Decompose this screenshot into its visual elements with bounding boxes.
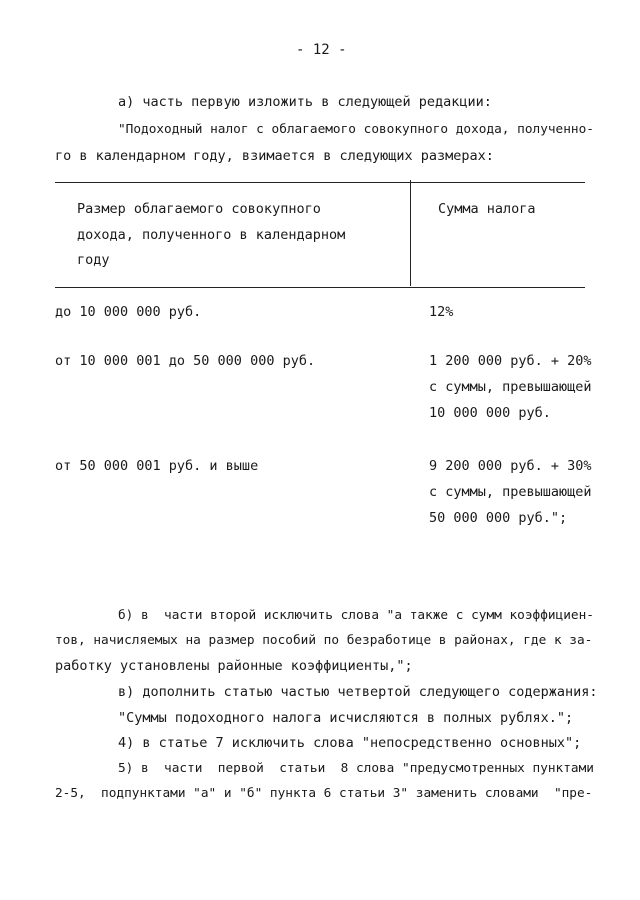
paragraph-b-line-3: работку установлены районные коэффициенты,"; — [55, 658, 413, 674]
intro-line-1: а) часть первую изложить в следующей редакции: — [118, 94, 492, 110]
header-col1-line-3: году — [77, 252, 110, 268]
paragraph-b-line-1: б) в части второй исключить слова "а также с сумм коэффициен- — [118, 608, 594, 623]
row-tax-line-3: 10 000 000 руб. — [429, 405, 551, 421]
header-col1-line-2: дохода, полученного в календарном — [77, 227, 346, 243]
table-column-separator — [410, 180, 411, 286]
header-col2: Сумма налога — [438, 201, 536, 217]
paragraph-5-line-1: 5) в части первой статьи 8 слова "предусмотренных пунктами — [118, 761, 594, 776]
table-top-rule — [55, 182, 585, 183]
paragraph-b-line-2: тов, начисляемых на размер пособий по безработице в районах, где к за- — [55, 633, 593, 648]
intro-line-2: "Подоходный налог с облагаемого совокупного дохода, полученно- — [118, 122, 594, 137]
row-range: от 10 000 001 до 50 000 000 руб. — [55, 353, 316, 369]
row-tax-line-3: 50 000 000 руб."; — [429, 510, 568, 526]
row-tax-line-1: 1 200 000 руб. + 20% — [429, 353, 592, 369]
row-tax-line-2: с суммы, превышающей — [429, 484, 592, 500]
table-bottom-rule — [55, 287, 585, 288]
intro-line-3: го в календарном году, взимается в следующих размерах: — [55, 148, 494, 164]
row-tax-line-1: 12% — [429, 304, 454, 320]
paragraph-4: 4) в статье 7 исключить слова "непосредственно основных"; — [118, 735, 582, 751]
paragraph-v-line-2: "Суммы подоходного налога исчисляются в полных рублях."; — [118, 710, 574, 726]
row-tax-line-1: 9 200 000 руб. + 30% — [429, 458, 592, 474]
row-tax-line-2: с суммы, превышающей — [429, 379, 592, 395]
paragraph-v-line-1: в) дополнить статью частью четвертой следующего содержания: — [118, 684, 598, 700]
paragraph-5-line-2: 2-5, подпунктами "а" и "б" пункта 6 статьи 3" заменить словами "пре- — [55, 786, 593, 801]
row-range: до 10 000 000 руб. — [55, 304, 202, 320]
row-range: от 50 000 001 руб. и выше — [55, 458, 259, 474]
page-number: - 12 - — [296, 42, 347, 58]
header-col1-line-1: Размер облагаемого совокупного — [77, 201, 321, 217]
